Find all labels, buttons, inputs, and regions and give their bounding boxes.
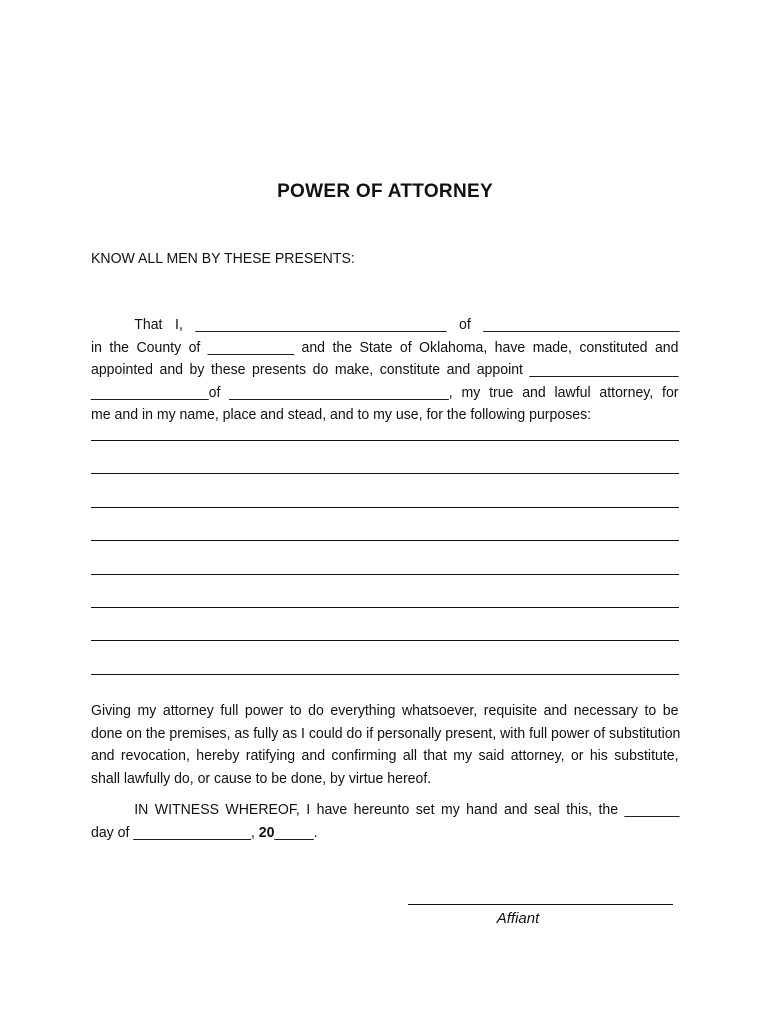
signature-line xyxy=(408,904,673,905)
purposes-blank-lines xyxy=(91,440,679,707)
purpose-blank-line xyxy=(91,540,679,541)
paragraph1-line: in the County of ___________ and the State of Oklahoma, have made, constituted and xyxy=(91,338,679,356)
purpose-blank-line xyxy=(91,574,679,575)
affiant-label: Affiant xyxy=(496,910,540,927)
paragraph1-line: appointed and by these presents do make, constitute and appoint ___________________ xyxy=(91,361,679,378)
witness-date-line xyxy=(91,822,679,845)
witness-line: IN WITNESS WHEREOF, I have hereunto set my hand and seal this, the _______ xyxy=(134,801,680,818)
purpose-blank-line xyxy=(91,440,679,441)
paragraph1-line: _______________of ____________________________, my true and lawful attorney, for xyxy=(91,383,679,401)
paragraph2-line: Giving my attorney full power to do everything whatsoever, requisite and necessary to be xyxy=(91,702,679,719)
purpose-blank-line xyxy=(91,507,679,508)
paragraph2-line: and revocation, hereby ratifying and confirming all that my said attorney, or his substitute, xyxy=(91,747,679,764)
appointment-paragraph xyxy=(91,314,679,427)
paragraph2-line: done on the premises, as fully as I could do if personally present, with full power of substitution xyxy=(91,724,681,742)
witness-year-blank: _____. xyxy=(274,823,318,841)
purpose-blank-line xyxy=(91,674,679,675)
paragraph1-line: me and in my name, place and stead, and to my use, for the following purposes: xyxy=(91,406,592,423)
witness-paragraph xyxy=(91,799,679,844)
intro-line: KNOW ALL MEN BY THESE PRESENTS: xyxy=(91,250,355,267)
purpose-blank-line xyxy=(91,640,679,641)
witness-year-prefix: 20 xyxy=(258,823,275,841)
purpose-blank-line xyxy=(91,607,679,608)
paragraph2-line: shall lawfully do, or cause to be done, by virtue hereof. xyxy=(91,769,432,787)
witness-day-month: day of _______________, xyxy=(91,823,259,841)
paragraph1-line: That I, ________________________________ of _________________________ xyxy=(134,316,680,333)
purpose-blank-line xyxy=(91,473,679,474)
powers-paragraph xyxy=(91,700,679,790)
document-title: POWER OF ATTORNEY xyxy=(277,181,493,202)
